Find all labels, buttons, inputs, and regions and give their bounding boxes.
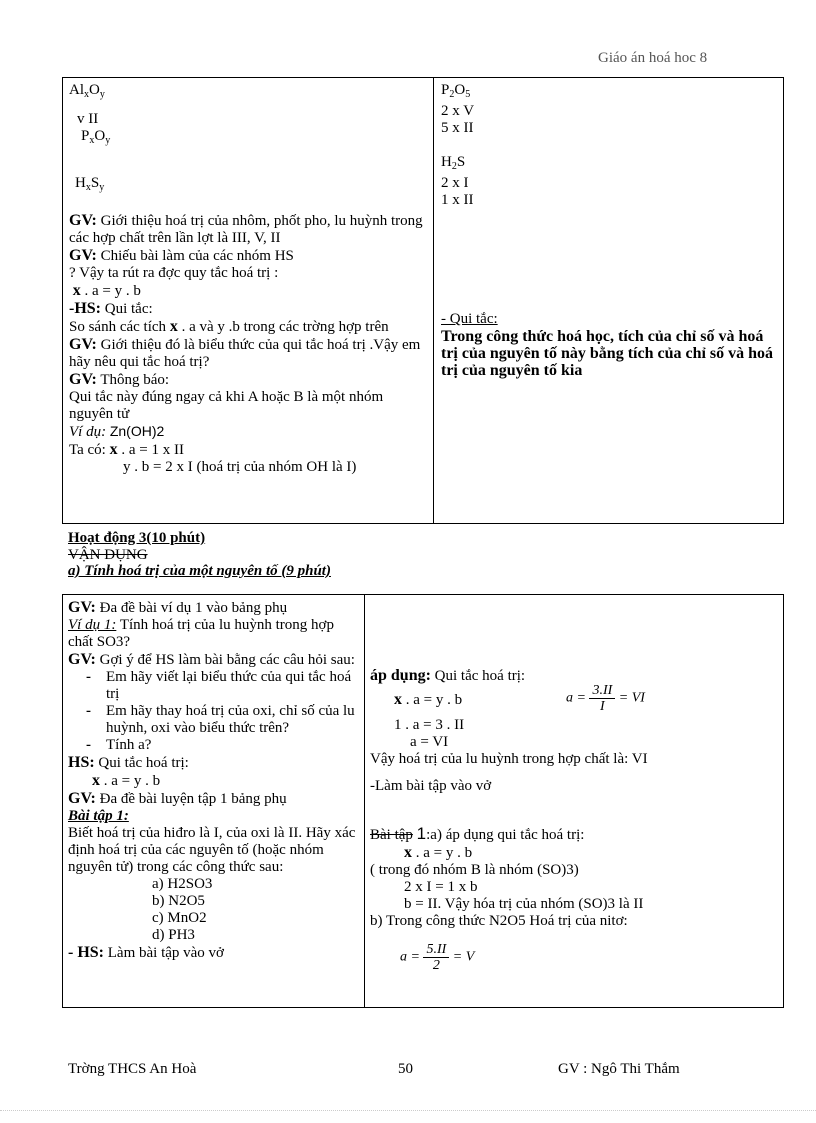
hs-rule: -HS: Qui tắc: bbox=[69, 300, 153, 317]
hs-rule-expression: x . a = y . b bbox=[92, 772, 161, 789]
formula-pxoy: $P_xO_y$ bbox=[81, 128, 111, 146]
example-1: Ví dụ 1: Tính hoá trị của lu huỳnh trong hợp chất SO3? bbox=[68, 617, 334, 650]
compare-products: So sánh các tích x . a và y .b trong các trờng hợp trên bbox=[69, 318, 389, 335]
table1-right-cell bbox=[441, 82, 781, 379]
question-rule: ? Vậy ta rút ra đợc quy tắc hoá trị : bbox=[69, 265, 279, 281]
question-item: - Tính a? bbox=[82, 737, 360, 754]
exercise-answer-b: b) Trong công thức N2O5 Hoá trị của nitơ: bbox=[370, 913, 628, 929]
question-item: - Em hãy thay hoá trị của oxi, chỉ số của lu huỳnh, oxi vào biểu thức trên? bbox=[82, 703, 360, 737]
footer-teacher: GV : Ngô Thi Thắm bbox=[558, 1061, 680, 1077]
conclusion: Vậy hoá trị của lu huỳnh trong hợp chất là: VI bbox=[370, 751, 648, 767]
h-calc-2: 1 x II bbox=[441, 192, 474, 208]
gv-intro-valence: GV: Giới thiệu hoá trị của nhôm, phốt pho, lu huỳnh trong các hợp chất trên lần lợt là III, V, II bbox=[69, 212, 423, 246]
apply-expression: x . a = y . b bbox=[394, 691, 463, 708]
table1-left-cell bbox=[69, 82, 425, 476]
formula-p2o5: $P_2O_5$ bbox=[441, 82, 471, 100]
question-list bbox=[68, 669, 360, 754]
exercise-item: c) MnO2 bbox=[152, 910, 207, 926]
gv-example-board: GV: Đa đề bài ví dụ 1 vào bảng phụ bbox=[68, 599, 288, 616]
exercise-item: b) N2O5 bbox=[152, 893, 205, 909]
exercise-note: ( trong đó nhóm B là nhóm (SO)3) bbox=[370, 862, 579, 878]
exercise-item: d) PH3 bbox=[152, 927, 195, 943]
hs-rule: HS: Qui tắc hoá trị: bbox=[68, 754, 189, 771]
apply-expression-row bbox=[370, 683, 780, 714]
activity-heading: Hoạt động 3(10 phút) bbox=[68, 530, 206, 546]
rule-statement: Trong công thức hoá học, tích của chỉ số và hoá trị của nguyên tố này bằng tích của chỉ số và hoá trị của nguyên tố kia bbox=[441, 328, 774, 379]
footer-school: Trờng THCS An Hoà bbox=[68, 1061, 197, 1077]
page-header-title: Giáo án hoá hoc 8 bbox=[598, 50, 708, 66]
h-calc-1: 2 x I bbox=[441, 175, 469, 191]
calc-line-1: 1 . a = 3 . II bbox=[394, 717, 465, 733]
nitrogen-fraction: a = $\frac{5.II}{2}$ = V bbox=[400, 942, 475, 973]
lesson-table-1 bbox=[62, 77, 784, 524]
formula-alxoy: $Al_xO_y$ bbox=[69, 82, 105, 100]
gv-show-work: GV: Chiếu bài làm của các nhóm HS bbox=[69, 247, 294, 264]
p-calc-1: 2 x V bbox=[441, 103, 475, 119]
footer-page-number: 50 bbox=[398, 1061, 413, 1077]
column-divider bbox=[364, 595, 365, 1007]
taco-line-2: y . b = 2 x I (hoá trị của nhóm OH là I) bbox=[123, 459, 357, 475]
rule-expression: x . a = y . b bbox=[72, 282, 141, 299]
hs-homework: - HS: Làm bài tập vào vở bbox=[68, 944, 224, 961]
table2-right-cell bbox=[370, 599, 780, 973]
column-divider bbox=[433, 78, 434, 523]
valence-fraction: a = $\frac{3.II}{I}$ = VI bbox=[566, 683, 645, 714]
gv-exercise-board: GV: Đa đề bài luyện tập 1 bảng phụ bbox=[68, 790, 287, 807]
lesson-table-2 bbox=[62, 594, 784, 1008]
section-title: VẬN DỤNG bbox=[68, 547, 148, 563]
example: Ví dụ: Zn(OH)2 bbox=[69, 423, 165, 440]
homework-note: -Làm bài tập vào vở bbox=[370, 778, 492, 794]
exercise-rule: x . a = y . b bbox=[404, 844, 473, 861]
exercise-answer-a: Bài tập 1:a) áp dụng qui tắc hoá trị: bbox=[370, 824, 585, 843]
gv-announce: GV: Thông báo: bbox=[69, 371, 170, 388]
table2-left-cell bbox=[68, 599, 360, 962]
gv-hints: GV: Gợi ý để HS làm bài bằng các câu hỏi sau: bbox=[68, 651, 355, 668]
taco-line-1: Ta có: x . a = 1 x II bbox=[69, 441, 184, 458]
exercise-1-label: Bài tập 1: bbox=[68, 808, 129, 824]
valence-line: v II bbox=[77, 111, 99, 127]
p-calc-2: 5 x II bbox=[441, 120, 474, 136]
calc-line-2: a = VI bbox=[410, 734, 449, 750]
gv-introduce-expression: GV: Giới thiệu đó là biểu thức của qui tắc hoá trị .Vậy em hãy nêu qui tắc hoá trị? bbox=[69, 336, 421, 370]
rule-heading: - Qui tắc: bbox=[441, 311, 498, 327]
question-item: - Em hãy viết lại biểu thức của qui tắc hoá trị bbox=[82, 669, 360, 703]
formula-hxsy: $H_xS_y$ bbox=[75, 175, 105, 193]
page-bottom-rule bbox=[0, 1110, 816, 1111]
apply-rule: áp dụng: Qui tắc hoá trị: bbox=[370, 667, 526, 684]
formula-h2s: $H_2S$ bbox=[441, 154, 466, 172]
exercise-item: a) H2SO3 bbox=[152, 876, 213, 892]
exercise-calc-2: b = II. Vậy hóa trị của nhóm (SO)3 là II bbox=[404, 896, 644, 912]
exercise-calc-1: 2 x I = 1 x b bbox=[404, 879, 478, 895]
rule-note: Qui tắc này đúng ngay cả khi A hoặc B là một nhóm nguyên tử bbox=[69, 389, 384, 422]
exercise-1-text: Biết hoá trị của hiđro là I, của oxi là II. Hãy xác định hoá trị của các nguyên tố (hoặc nhóm nguyên tử) trong các công thức sau: bbox=[68, 825, 356, 875]
section-subtitle: a) Tính hoá trị của một nguyên tố (9 phút) bbox=[68, 563, 331, 579]
